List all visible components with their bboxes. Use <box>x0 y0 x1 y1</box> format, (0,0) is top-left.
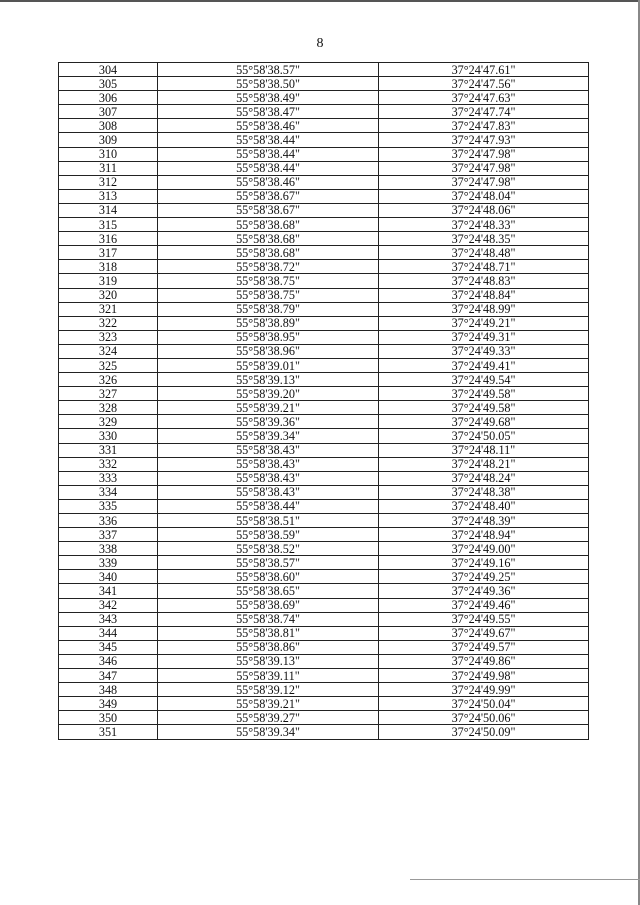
point-number-cell: 308 <box>59 119 158 133</box>
point-number-cell: 344 <box>59 626 158 640</box>
point-number-cell: 340 <box>59 570 158 584</box>
longitude-cell: 37°24'50.06" <box>379 711 589 725</box>
latitude-cell: 55°58'38.43" <box>158 443 379 457</box>
latitude-cell: 55°58'38.43" <box>158 485 379 499</box>
longitude-cell: 37°24'48.94" <box>379 528 589 542</box>
latitude-cell: 55°58'38.43" <box>158 471 379 485</box>
point-number-cell: 304 <box>59 63 158 77</box>
latitude-cell: 55°58'38.67" <box>158 203 379 217</box>
latitude-cell: 55°58'38.74" <box>158 612 379 626</box>
latitude-cell: 55°58'39.20" <box>158 387 379 401</box>
table-row <box>59 612 589 626</box>
table-row <box>59 429 589 443</box>
longitude-cell: 37°24'48.40" <box>379 499 589 513</box>
table-row <box>59 189 589 203</box>
table-row <box>59 514 589 528</box>
table-row <box>59 443 589 457</box>
latitude-cell: 55°58'38.65" <box>158 584 379 598</box>
point-number-cell: 350 <box>59 711 158 725</box>
longitude-cell: 37°24'49.16" <box>379 556 589 570</box>
point-number-cell: 306 <box>59 91 158 105</box>
point-number-cell: 311 <box>59 161 158 175</box>
latitude-cell: 55°58'38.43" <box>158 457 379 471</box>
table-row <box>59 91 589 105</box>
table-row <box>59 570 589 584</box>
table-row <box>59 316 589 330</box>
table-row <box>59 725 589 739</box>
latitude-cell: 55°58'39.34" <box>158 725 379 739</box>
table-row <box>59 640 589 654</box>
point-number-cell: 351 <box>59 725 158 739</box>
longitude-cell: 37°24'47.61" <box>379 63 589 77</box>
point-number-cell: 338 <box>59 542 158 556</box>
point-number-cell: 330 <box>59 429 158 443</box>
longitude-cell: 37°24'49.98" <box>379 669 589 683</box>
latitude-cell: 55°58'39.11" <box>158 669 379 683</box>
longitude-cell: 37°24'49.58" <box>379 387 589 401</box>
table-row <box>59 626 589 640</box>
table-row <box>59 175 589 189</box>
point-number-cell: 317 <box>59 246 158 260</box>
longitude-cell: 37°24'49.86" <box>379 654 589 668</box>
table-row <box>59 203 589 217</box>
longitude-cell: 37°24'50.05" <box>379 429 589 443</box>
point-number-cell: 336 <box>59 514 158 528</box>
table-row <box>59 63 589 77</box>
longitude-cell: 37°24'47.98" <box>379 147 589 161</box>
latitude-cell: 55°58'38.46" <box>158 175 379 189</box>
latitude-cell: 55°58'38.46" <box>158 119 379 133</box>
longitude-cell: 37°24'49.99" <box>379 683 589 697</box>
table-row <box>59 528 589 542</box>
table-row <box>59 288 589 302</box>
longitude-cell: 37°24'48.84" <box>379 288 589 302</box>
latitude-cell: 55°58'38.75" <box>158 288 379 302</box>
longitude-cell: 37°24'47.98" <box>379 175 589 189</box>
latitude-cell: 55°58'39.13" <box>158 654 379 668</box>
longitude-cell: 37°24'47.63" <box>379 91 589 105</box>
point-number-cell: 329 <box>59 415 158 429</box>
point-number-cell: 346 <box>59 654 158 668</box>
longitude-cell: 37°24'49.21" <box>379 316 589 330</box>
longitude-cell: 37°24'48.38" <box>379 485 589 499</box>
table-row <box>59 133 589 147</box>
table-row <box>59 147 589 161</box>
longitude-cell: 37°24'47.98" <box>379 161 589 175</box>
table-row <box>59 485 589 499</box>
point-number-cell: 331 <box>59 443 158 457</box>
longitude-cell: 37°24'49.67" <box>379 626 589 640</box>
latitude-cell: 55°58'38.67" <box>158 189 379 203</box>
latitude-cell: 55°58'38.75" <box>158 274 379 288</box>
scan-edge-top <box>0 0 640 2</box>
longitude-cell: 37°24'47.83" <box>379 119 589 133</box>
point-number-cell: 310 <box>59 147 158 161</box>
point-number-cell: 341 <box>59 584 158 598</box>
latitude-cell: 55°58'38.89" <box>158 316 379 330</box>
point-number-cell: 312 <box>59 175 158 189</box>
point-number-cell: 326 <box>59 373 158 387</box>
latitude-cell: 55°58'38.79" <box>158 302 379 316</box>
latitude-cell: 55°58'38.44" <box>158 133 379 147</box>
latitude-cell: 55°58'38.60" <box>158 570 379 584</box>
table-row <box>59 218 589 232</box>
latitude-cell: 55°58'38.81" <box>158 626 379 640</box>
longitude-cell: 37°24'49.57" <box>379 640 589 654</box>
longitude-cell: 37°24'49.41" <box>379 358 589 372</box>
point-number-cell: 332 <box>59 457 158 471</box>
longitude-cell: 37°24'48.83" <box>379 274 589 288</box>
latitude-cell: 55°58'38.44" <box>158 499 379 513</box>
longitude-cell: 37°24'48.06" <box>379 203 589 217</box>
table-row <box>59 542 589 556</box>
table-row <box>59 274 589 288</box>
point-number-cell: 318 <box>59 260 158 274</box>
table-row <box>59 373 589 387</box>
table-row <box>59 669 589 683</box>
coordinates-table-body <box>59 63 589 740</box>
point-number-cell: 323 <box>59 330 158 344</box>
latitude-cell: 55°58'38.52" <box>158 542 379 556</box>
longitude-cell: 37°24'48.99" <box>379 302 589 316</box>
table-row <box>59 711 589 725</box>
table-row <box>59 401 589 415</box>
table-row <box>59 105 589 119</box>
latitude-cell: 55°58'38.68" <box>158 218 379 232</box>
latitude-cell: 55°58'38.59" <box>158 528 379 542</box>
point-number-cell: 309 <box>59 133 158 147</box>
point-number-cell: 305 <box>59 77 158 91</box>
table-row <box>59 344 589 358</box>
table-row <box>59 119 589 133</box>
latitude-cell: 55°58'39.34" <box>158 429 379 443</box>
longitude-cell: 37°24'49.54" <box>379 373 589 387</box>
table-row <box>59 471 589 485</box>
latitude-cell: 55°58'39.21" <box>158 697 379 711</box>
table-row <box>59 697 589 711</box>
latitude-cell: 55°58'38.68" <box>158 246 379 260</box>
latitude-cell: 55°58'39.13" <box>158 373 379 387</box>
point-number-cell: 342 <box>59 598 158 612</box>
longitude-cell: 37°24'48.48" <box>379 246 589 260</box>
point-number-cell: 337 <box>59 528 158 542</box>
table-row <box>59 457 589 471</box>
longitude-cell: 37°24'49.55" <box>379 612 589 626</box>
longitude-cell: 37°24'47.93" <box>379 133 589 147</box>
longitude-cell: 37°24'49.00" <box>379 542 589 556</box>
scan-edge-bottom <box>410 879 640 880</box>
latitude-cell: 55°58'38.96" <box>158 344 379 358</box>
point-number-cell: 335 <box>59 499 158 513</box>
point-number-cell: 316 <box>59 232 158 246</box>
table-row <box>59 358 589 372</box>
point-number-cell: 321 <box>59 302 158 316</box>
point-number-cell: 343 <box>59 612 158 626</box>
table-row <box>59 302 589 316</box>
latitude-cell: 55°58'38.50" <box>158 77 379 91</box>
point-number-cell: 315 <box>59 218 158 232</box>
longitude-cell: 37°24'48.24" <box>379 471 589 485</box>
longitude-cell: 37°24'50.04" <box>379 697 589 711</box>
point-number-cell: 328 <box>59 401 158 415</box>
point-number-cell: 322 <box>59 316 158 330</box>
longitude-cell: 37°24'50.09" <box>379 725 589 739</box>
coordinates-table <box>58 62 589 740</box>
latitude-cell: 55°58'38.44" <box>158 147 379 161</box>
latitude-cell: 55°58'38.51" <box>158 514 379 528</box>
table-row <box>59 246 589 260</box>
table-row <box>59 387 589 401</box>
table-row <box>59 654 589 668</box>
longitude-cell: 37°24'48.21" <box>379 457 589 471</box>
longitude-cell: 37°24'48.39" <box>379 514 589 528</box>
latitude-cell: 55°58'39.01" <box>158 358 379 372</box>
point-number-cell: 319 <box>59 274 158 288</box>
table-row <box>59 556 589 570</box>
latitude-cell: 55°58'38.44" <box>158 161 379 175</box>
point-number-cell: 307 <box>59 105 158 119</box>
latitude-cell: 55°58'39.12" <box>158 683 379 697</box>
point-number-cell: 345 <box>59 640 158 654</box>
latitude-cell: 55°58'38.95" <box>158 330 379 344</box>
latitude-cell: 55°58'38.69" <box>158 598 379 612</box>
latitude-cell: 55°58'38.47" <box>158 105 379 119</box>
table-row <box>59 77 589 91</box>
longitude-cell: 37°24'49.46" <box>379 598 589 612</box>
longitude-cell: 37°24'49.36" <box>379 584 589 598</box>
longitude-cell: 37°24'49.58" <box>379 401 589 415</box>
latitude-cell: 55°58'38.86" <box>158 640 379 654</box>
latitude-cell: 55°58'38.57" <box>158 63 379 77</box>
longitude-cell: 37°24'47.56" <box>379 77 589 91</box>
latitude-cell: 55°58'38.68" <box>158 232 379 246</box>
point-number-cell: 327 <box>59 387 158 401</box>
table-row <box>59 499 589 513</box>
table-row <box>59 161 589 175</box>
point-number-cell: 325 <box>59 358 158 372</box>
page-number: 8 <box>316 36 324 51</box>
longitude-cell: 37°24'48.35" <box>379 232 589 246</box>
point-number-cell: 313 <box>59 189 158 203</box>
longitude-cell: 37°24'47.74" <box>379 105 589 119</box>
longitude-cell: 37°24'49.33" <box>379 344 589 358</box>
point-number-cell: 333 <box>59 471 158 485</box>
point-number-cell: 339 <box>59 556 158 570</box>
point-number-cell: 347 <box>59 669 158 683</box>
table-row <box>59 232 589 246</box>
table-row <box>59 584 589 598</box>
point-number-cell: 348 <box>59 683 158 697</box>
point-number-cell: 324 <box>59 344 158 358</box>
longitude-cell: 37°24'49.68" <box>379 415 589 429</box>
table-row <box>59 330 589 344</box>
latitude-cell: 55°58'38.72" <box>158 260 379 274</box>
table-row <box>59 415 589 429</box>
longitude-cell: 37°24'49.25" <box>379 570 589 584</box>
table-row <box>59 598 589 612</box>
latitude-cell: 55°58'39.21" <box>158 401 379 415</box>
longitude-cell: 37°24'49.31" <box>379 330 589 344</box>
longitude-cell: 37°24'48.33" <box>379 218 589 232</box>
latitude-cell: 55°58'39.36" <box>158 415 379 429</box>
point-number-cell: 314 <box>59 203 158 217</box>
latitude-cell: 55°58'39.27" <box>158 711 379 725</box>
point-number-cell: 320 <box>59 288 158 302</box>
latitude-cell: 55°58'38.49" <box>158 91 379 105</box>
point-number-cell: 334 <box>59 485 158 499</box>
point-number-cell: 349 <box>59 697 158 711</box>
longitude-cell: 37°24'48.11" <box>379 443 589 457</box>
table-row <box>59 260 589 274</box>
longitude-cell: 37°24'48.71" <box>379 260 589 274</box>
table-row <box>59 683 589 697</box>
longitude-cell: 37°24'48.04" <box>379 189 589 203</box>
latitude-cell: 55°58'38.57" <box>158 556 379 570</box>
